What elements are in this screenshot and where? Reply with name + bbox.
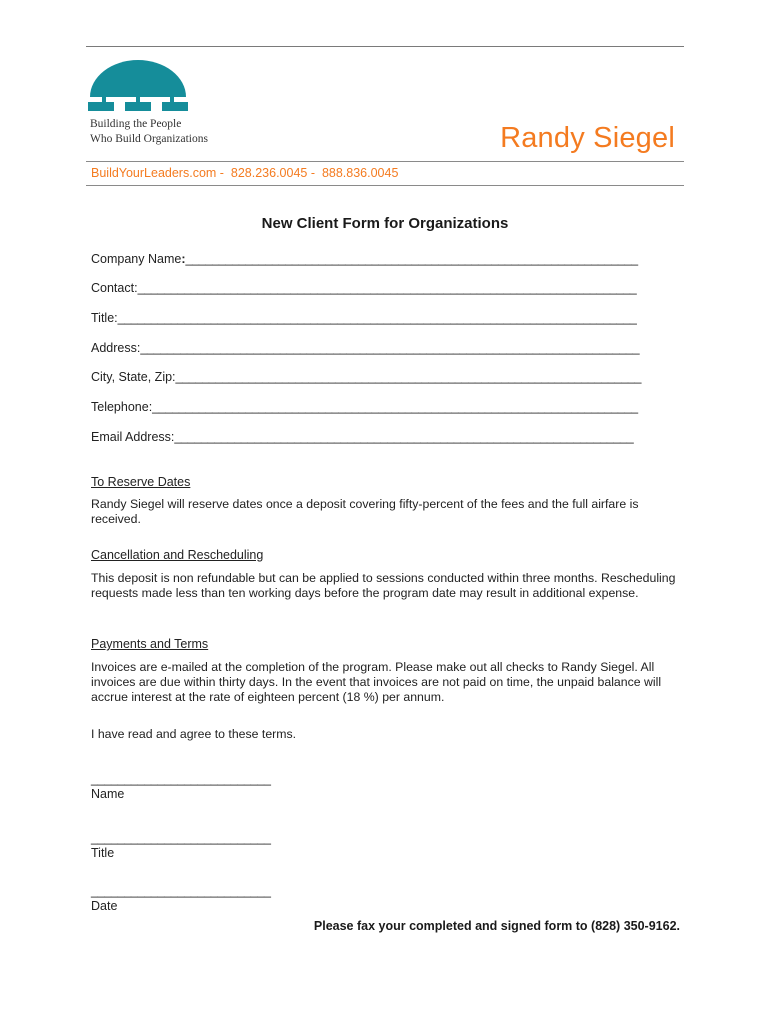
form-title: New Client Form for Organizations bbox=[261, 215, 509, 232]
field-line: ____________________________________________________________________ bbox=[185, 252, 638, 266]
contact-field[interactable] bbox=[91, 281, 636, 295]
brand-first-name: Randy bbox=[500, 122, 585, 154]
cancellation-heading: Cancellation and Rescheduling bbox=[91, 548, 264, 562]
reserve-dates-text: Randy Siegel will reserve dates once a deposit covering fifty-percent of the fees and the full airfare is received. bbox=[91, 497, 639, 527]
name-signature-line[interactable]: ___________________________ bbox=[91, 772, 271, 786]
field-label: Address: bbox=[91, 341, 141, 355]
city-state-zip-field[interactable] bbox=[91, 370, 641, 384]
field-label: City, State, Zip: bbox=[91, 370, 176, 384]
field-label: Email Address: bbox=[91, 430, 175, 444]
field-label: Company Name bbox=[91, 252, 182, 266]
field-line: _____________________________________________________________________ bbox=[174, 430, 634, 444]
field-label: Contact: bbox=[91, 281, 138, 295]
field-colon: : bbox=[181, 252, 186, 266]
name-label: Name bbox=[91, 787, 125, 801]
cancellation-text: This deposit is non refundable but can be applied to sessions conducted within three months. Rescheduling requests made less than ten working days before the program date may result in additional expense. bbox=[91, 571, 676, 601]
contact-divider bbox=[86, 185, 684, 186]
field-line: ______________________________________________________________________________ bbox=[117, 311, 637, 325]
agree-text: I have read and agree to these terms. bbox=[91, 727, 297, 741]
building-logo-icon bbox=[88, 60, 188, 114]
title-field[interactable] bbox=[91, 311, 636, 325]
payments-heading: Payments and Terms bbox=[91, 637, 209, 651]
reserve-dates-heading: To Reserve Dates bbox=[91, 475, 191, 489]
title-label: Title bbox=[91, 846, 115, 860]
address-field[interactable] bbox=[91, 341, 639, 355]
field-line: ______________________________________________________________________ bbox=[175, 370, 642, 384]
brand-name bbox=[500, 122, 675, 155]
field-line: ___________________________________________________________________________ bbox=[137, 281, 637, 295]
brand-last-name: Siegel bbox=[593, 122, 675, 154]
field-line: _________________________________________________________________________ bbox=[152, 400, 638, 414]
date-signature-line[interactable]: ___________________________ bbox=[91, 884, 271, 898]
title-signature-line[interactable]: ___________________________ bbox=[91, 831, 271, 845]
header-divider bbox=[86, 161, 684, 162]
contact-line: BuildYourLeaders.com - 828.236.0045 - 888.836.0045 bbox=[91, 166, 399, 180]
field-line: ___________________________________________________________________________ bbox=[140, 341, 640, 355]
top-rule bbox=[86, 46, 684, 47]
company-name-field[interactable] bbox=[91, 252, 638, 266]
field-label: Title: bbox=[91, 311, 118, 325]
fax-note: Please fax your completed and signed form to (828) 350-9162. bbox=[313, 919, 680, 933]
email-address-field[interactable] bbox=[91, 430, 633, 444]
telephone-field[interactable] bbox=[91, 400, 638, 414]
payments-text: Invoices are e-mailed at the completion of the program. Please make out all checks to Randy Siegel. All invoices are due within thirty days. In the event that invoices are not paid on time, the unpaid balance will accrue interest at the rate of eighteen percent (18 %) per annum. bbox=[91, 660, 662, 705]
date-label: Date bbox=[91, 899, 118, 913]
field-label: Telephone: bbox=[91, 400, 153, 414]
tagline-line-2: Who Build Organizations bbox=[90, 133, 208, 145]
tagline-line-1: Building the People bbox=[90, 118, 182, 130]
tagline bbox=[90, 117, 208, 147]
